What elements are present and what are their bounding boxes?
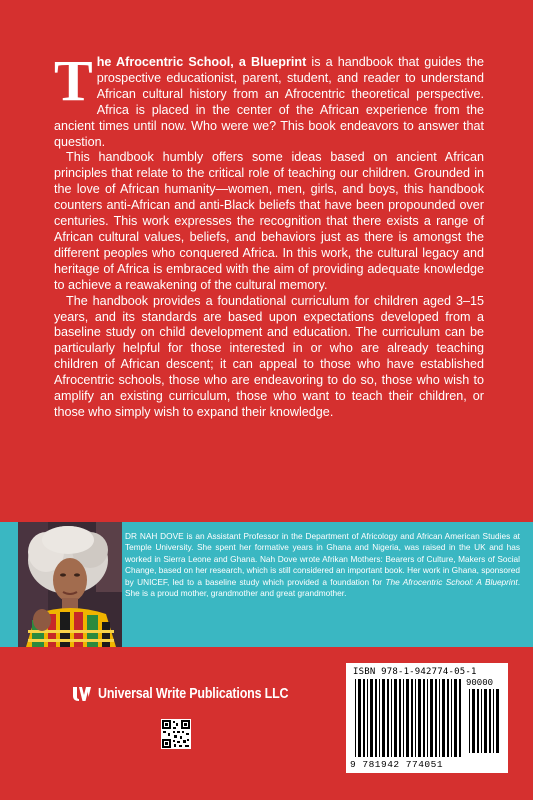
publisher-imprint [72, 686, 319, 702]
publisher-logo-icon [72, 686, 92, 702]
blurb-paragraph-1 [54, 48, 484, 150]
barcode-bar [493, 689, 494, 753]
ean-digits: 9 781942 774051 [350, 759, 444, 770]
barcode-bar [439, 679, 440, 757]
barcode-bar [451, 679, 452, 757]
barcode-bar [459, 679, 461, 757]
blurb-paragraph-2: This handbook humbly offers some ideas based on ancient African principles that relate to the critical role of teaching our children. Grounded in the love of African humanity—women, men, girls, and boys, this handbook counters anti-African and anti-Black beliefs that have been propounded over centuries. This work expresses the recognition that there exists a range of African cultural values, beliefs, and behaviors just as there is amongst the different peoples who conquered Africa. In this work, the cultural legacy and heritage of Africa is embraced with the aim of providing adequate knowledge to achieve a reawakening of the cultural memory. [54, 150, 484, 292]
barcode-bar [379, 679, 380, 757]
barcode-bar [382, 679, 385, 757]
barcode-bar [472, 689, 475, 753]
barcode-bar [370, 679, 373, 757]
qr-code-icon [161, 719, 191, 749]
barcode-bar [447, 679, 449, 757]
barcode-bar [496, 689, 499, 753]
barcode-bar [477, 689, 479, 753]
barcode-bar [489, 689, 491, 753]
barcode-bar [367, 679, 368, 757]
isbn-label: ISBN 978-1-942774-05-1 [353, 667, 477, 677]
addon-barcode-bars [468, 689, 502, 755]
barcode-bar [430, 679, 433, 757]
barcode-bar [406, 679, 409, 757]
barcode-bar [427, 679, 428, 757]
barcode-bar [435, 679, 437, 757]
barcode-bar [442, 679, 445, 757]
barcode-bar [391, 679, 392, 757]
barcode-bar [423, 679, 425, 757]
publisher-name: Universal Write Publications LLC [98, 686, 289, 702]
barcode-bar [403, 679, 404, 757]
author-bio [125, 531, 520, 599]
bio-book-title: The Afrocentric School: A Blueprint [385, 576, 518, 587]
barcode-bar [375, 679, 377, 757]
barcode-bar [418, 679, 421, 757]
blurb-paragraph-3: The handbook provides a foundational curriculum for children aged 3–15 years, and its standards are based upon expectations developed from a baseline study on child development and education. The curriculum can be particularly helpful for those interested in or who are already teaching children of African descent; it can appeal to those who have established Afrocentric schools, those who are endeavoring to do so, those who wish to amplify an existing curriculum, those who want to teach their children, or those who simply wish to expand their knowledge. [54, 293, 484, 419]
bio-text-end: . She is a proud mother, grandmother and great grandmother. [125, 576, 521, 599]
barcode-bar [355, 679, 356, 757]
blurb-paragraph-1-text: is a handbook that guides the prospective educationist, parent, student, and reader to understand African cultural history from an Afrocentric theoretical perspective. Africa is placed in the center of the African experience from the ancient times until now. Who were we? This book endeavors to answer that question. [54, 55, 484, 149]
barcode-bar [399, 679, 401, 757]
book-title-inline: he Afrocentric School, a Blueprint [96, 55, 307, 69]
book-blurb [54, 48, 484, 421]
barcode-bar [484, 689, 487, 753]
barcode-bar [481, 689, 482, 753]
barcode-bar [469, 689, 470, 753]
barcode-bar [387, 679, 389, 757]
drop-cap: T [54, 48, 93, 113]
isbn-barcode [346, 663, 508, 773]
barcode-bar [454, 679, 457, 757]
barcode-bar [363, 679, 365, 757]
barcode-bar [415, 679, 416, 757]
bio-text: DR NAH DOVE is an Assistant Professor in the Department of Africology and African American Studies at Temple University. She spent her formative years in Ghana and Nigeria, was raised in the UK and has worked in Sierra Leone and Ghana. Nah Dove wrote Afrikan Mothers: Bearers of Culture, Makers of Social Change, based on her research, which is still considered an important book. Her work in Ghana, sponsored by UNICEF, led to a baseline study which provided a foundation for [125, 531, 520, 587]
barcode-bar [394, 679, 397, 757]
author-photo [18, 522, 122, 647]
price-addon: 90000 [466, 678, 494, 688]
barcode-bar [358, 679, 361, 757]
barcode-bar [411, 679, 413, 757]
barcode-bars [354, 679, 466, 759]
